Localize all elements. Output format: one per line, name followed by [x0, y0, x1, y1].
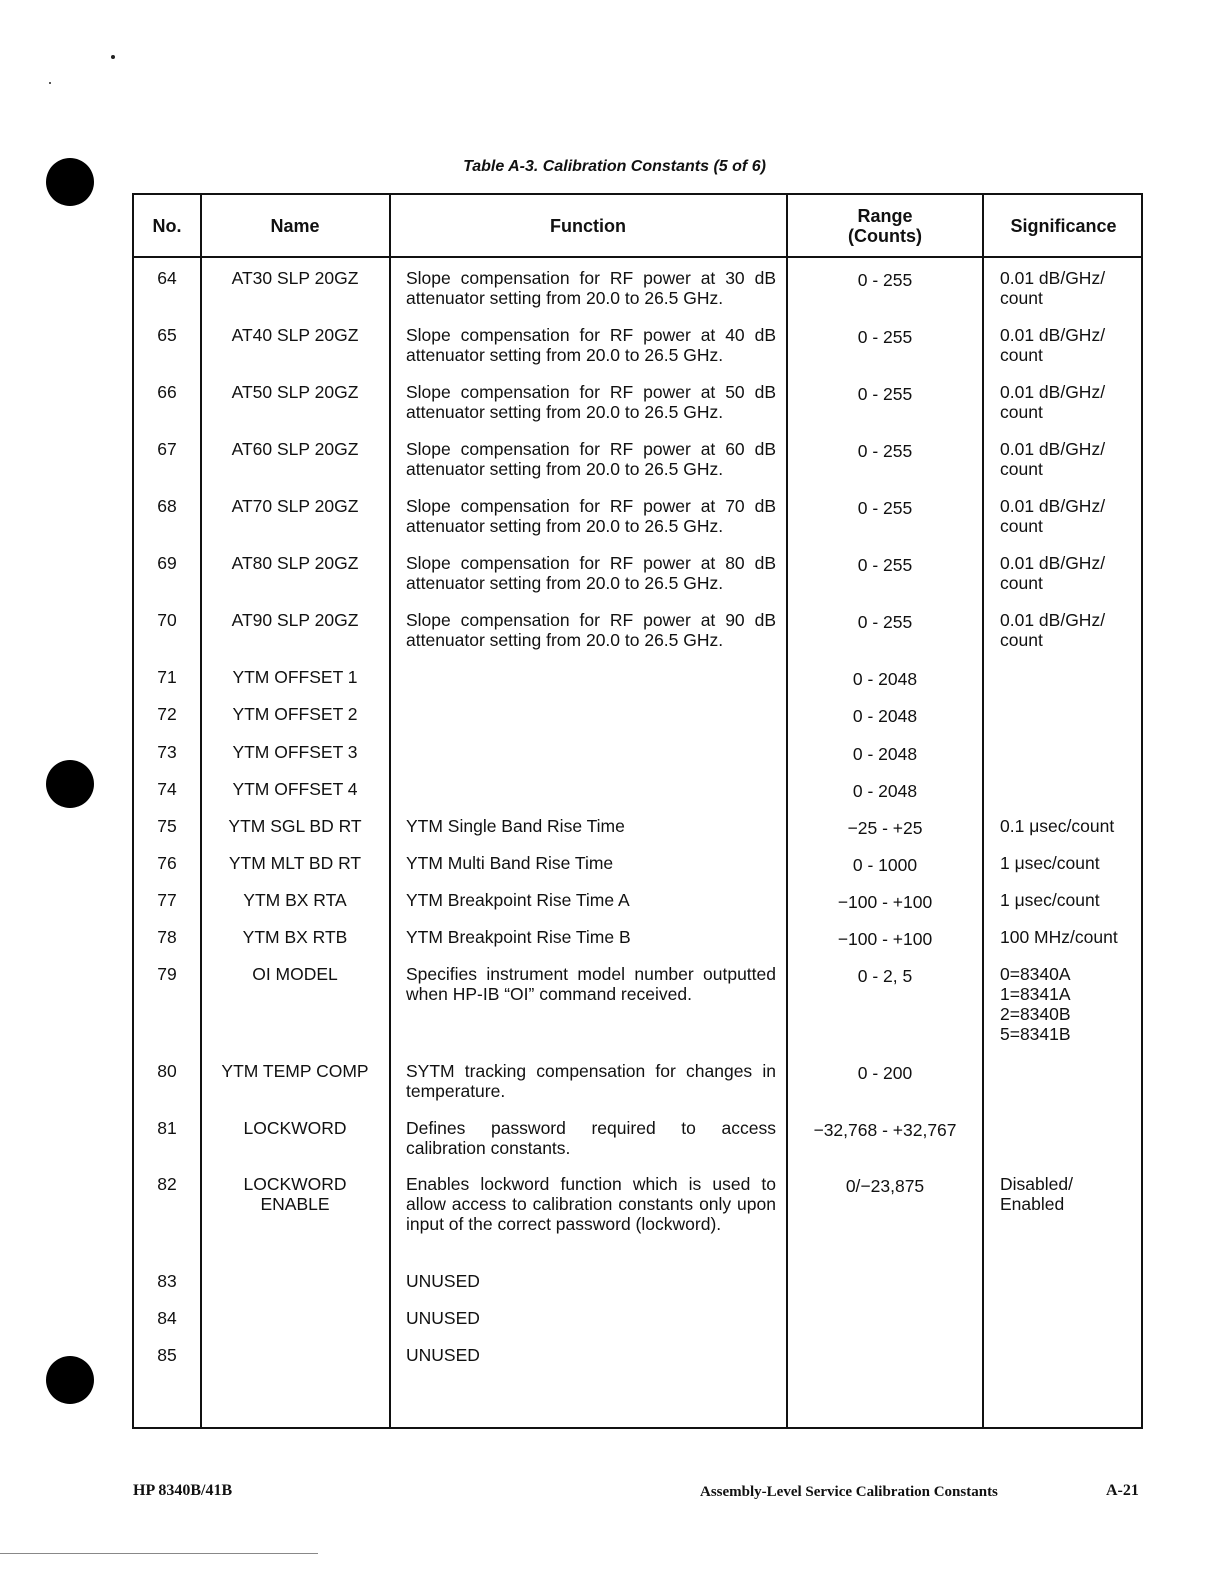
header-function: Function — [550, 215, 626, 236]
cell-function: Slope compensation for RF power at 80 dB attenuator setting from 20.0 to 26.5 GHz. — [406, 553, 776, 593]
cell-name: LOCKWORD — [243, 1118, 347, 1138]
cell-function: Slope compensation for RF power at 30 dB attenuator setting from 20.0 to 26.5 GHz. — [406, 268, 776, 308]
cell-significance: 0.01 dB/GHz/ count — [1000, 268, 1106, 308]
header-name: Name — [270, 215, 320, 236]
cell-range: 0 - 2048 — [852, 744, 918, 764]
cell-range: −100 - +100 — [837, 892, 933, 912]
cell-function: UNUSED — [406, 1271, 480, 1291]
cell-range: 0 - 2048 — [852, 781, 918, 801]
cell-significance: 0.01 dB/GHz/ count — [1000, 439, 1106, 479]
header-no: No. — [152, 215, 182, 236]
cell-significance: 0.01 dB/GHz/ count — [1000, 382, 1106, 422]
cell-significance: Disabled/ Enabled — [1000, 1174, 1073, 1214]
cell-no: 72 — [157, 704, 177, 724]
cell-name: YTM OFFSET 4 — [232, 779, 358, 799]
cell-no: 76 — [157, 853, 177, 873]
cell-no: 68 — [157, 496, 177, 516]
cell-name: LOCKWORD ENABLE — [243, 1174, 347, 1214]
cell-name: AT80 SLP 20GZ — [231, 553, 359, 573]
cell-function: SYTM tracking compensation for changes in temperature. — [406, 1061, 776, 1101]
cell-significance: 0.01 dB/GHz/ count — [1000, 325, 1106, 365]
cell-significance: 1 μsec/count — [1000, 853, 1100, 873]
cell-function: Slope compensation for RF power at 50 dB attenuator setting from 20.0 to 26.5 GHz. — [406, 382, 776, 422]
cell-name: AT40 SLP 20GZ — [231, 325, 359, 345]
cell-function: Slope compensation for RF power at 90 dB attenuator setting from 20.0 to 26.5 GHz. — [406, 610, 776, 650]
footer-model: HP 8340B/41B — [133, 1482, 233, 1499]
cell-range: 0 - 2048 — [852, 706, 918, 726]
cell-name: YTM OFFSET 3 — [232, 742, 358, 762]
cell-range: 0 - 255 — [857, 555, 913, 575]
cell-name: OI MODEL — [252, 964, 338, 984]
cell-no: 78 — [157, 927, 177, 947]
column-divider — [786, 195, 788, 1427]
cell-name: AT70 SLP 20GZ — [231, 496, 359, 516]
cell-no: 66 — [157, 382, 177, 402]
cell-no: 69 — [157, 553, 177, 573]
cell-no: 77 — [157, 890, 177, 910]
header-divider — [134, 256, 1141, 258]
cell-name: YTM SGL BD RT — [228, 816, 362, 836]
cell-no: 75 — [157, 816, 177, 836]
cell-no: 79 — [157, 964, 177, 984]
cell-significance: 0=8340A 1=8341A 2=8340B 5=8341B — [1000, 964, 1071, 1044]
cell-name: AT60 SLP 20GZ — [231, 439, 359, 459]
speck-mark — [111, 55, 115, 59]
cell-significance: 0.01 dB/GHz/ count — [1000, 496, 1106, 536]
cell-name: YTM TEMP COMP — [221, 1061, 369, 1081]
cell-name: YTM MLT BD RT — [228, 853, 362, 873]
cell-function: UNUSED — [406, 1308, 480, 1328]
cell-no: 64 — [157, 268, 177, 288]
cell-no: 83 — [157, 1271, 177, 1291]
cell-name: YTM OFFSET 2 — [232, 704, 358, 724]
cell-significance: 100 MHz/count — [1000, 927, 1118, 947]
calibration-constants-table — [132, 193, 1143, 1429]
cell-range: 0 - 255 — [857, 441, 913, 461]
cell-name: YTM OFFSET 1 — [232, 667, 358, 687]
cell-range: 0 - 255 — [857, 327, 913, 347]
cell-function: YTM Breakpoint Rise Time A — [406, 890, 630, 910]
cell-function: Slope compensation for RF power at 60 dB attenuator setting from 20.0 to 26.5 GHz. — [406, 439, 776, 479]
cell-name: YTM BX RTA — [243, 890, 347, 910]
cell-no: 73 — [157, 742, 177, 762]
cell-function: Defines password required to access calibration constants. — [406, 1118, 776, 1158]
cell-no: 81 — [157, 1118, 177, 1138]
footer-section-title: Assembly-Level Service Calibration Constants — [700, 1484, 998, 1500]
cell-no: 74 — [157, 779, 177, 799]
cell-range: −25 - +25 — [847, 818, 923, 838]
speck-mark — [49, 82, 51, 84]
punch-hole-bottom — [46, 1356, 94, 1404]
cell-no: 80 — [157, 1061, 177, 1081]
cell-name: AT50 SLP 20GZ — [231, 382, 359, 402]
cell-function: Slope compensation for RF power at 70 dB attenuator setting from 20.0 to 26.5 GHz. — [406, 496, 776, 536]
cell-range: 0 - 200 — [857, 1063, 913, 1083]
cell-range: 0 - 255 — [857, 270, 913, 290]
cell-name: YTM BX RTB — [242, 927, 348, 947]
table-caption: Table A-3. Calibration Constants (5 of 6) — [463, 158, 766, 175]
punch-hole-middle — [46, 760, 94, 808]
cell-no: 71 — [157, 667, 177, 687]
header-range: Range (Counts) — [848, 205, 922, 246]
cell-function: Specifies instrument model number outputted when HP-IB “OI” command received. — [406, 964, 776, 1004]
cell-range: 0 - 2, 5 — [857, 966, 913, 986]
cell-function: UNUSED — [406, 1345, 480, 1365]
header-significance: Significance — [1010, 215, 1117, 236]
cell-function: Enables lockword function which is used to allow access to calibration constants only upon input of the correct password (lockword). — [406, 1174, 776, 1234]
cell-range: 0 - 255 — [857, 498, 913, 518]
cell-range: −32,768 - +32,767 — [813, 1120, 957, 1140]
cell-function: YTM Single Band Rise Time — [406, 816, 625, 836]
cell-range: 0 - 255 — [857, 384, 913, 404]
bottom-rule — [0, 1553, 318, 1554]
footer-page-number: A-21 — [1106, 1482, 1139, 1499]
cell-significance: 0.01 dB/GHz/ count — [1000, 553, 1106, 593]
cell-function: Slope compensation for RF power at 40 dB attenuator setting from 20.0 to 26.5 GHz. — [406, 325, 776, 365]
cell-range: 0 - 1000 — [852, 855, 918, 875]
cell-no: 70 — [157, 610, 177, 630]
cell-significance: 0.01 dB/GHz/ count — [1000, 610, 1106, 650]
column-divider — [982, 195, 984, 1427]
cell-range: 0 - 255 — [857, 612, 913, 632]
cell-function: YTM Multi Band Rise Time — [406, 853, 614, 873]
cell-range: 0/−23,875 — [845, 1176, 925, 1196]
cell-no: 85 — [157, 1345, 177, 1365]
cell-no: 67 — [157, 439, 177, 459]
cell-no: 84 — [157, 1308, 177, 1328]
column-divider — [200, 195, 202, 1427]
cell-significance: 0.1 μsec/count — [1000, 816, 1115, 836]
cell-name: AT30 SLP 20GZ — [231, 268, 359, 288]
cell-range: 0 - 2048 — [852, 669, 918, 689]
cell-no: 82 — [157, 1174, 177, 1194]
column-divider — [389, 195, 391, 1427]
cell-function: YTM Breakpoint Rise Time B — [406, 927, 631, 947]
cell-significance: 1 μsec/count — [1000, 890, 1100, 910]
cell-name: AT90 SLP 20GZ — [231, 610, 359, 630]
cell-range: −100 - +100 — [837, 929, 933, 949]
cell-no: 65 — [157, 325, 177, 345]
